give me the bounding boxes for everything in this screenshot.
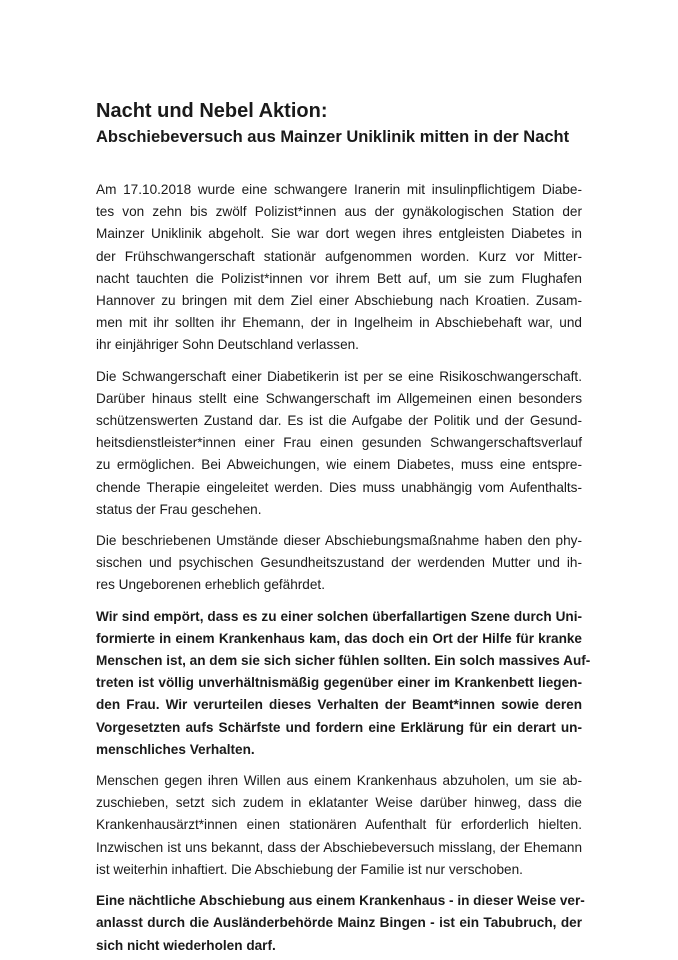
paragraph-risk-pregnancy: [96, 366, 582, 521]
text-line: menschliches Verhalten.: [96, 741, 255, 757]
text-line: sich nicht wiederholen darf.: [96, 937, 276, 953]
text-line: formierte in einem Krankenhaus kam, das doch ein Ort der Hilfe für kranke: [96, 630, 582, 646]
paragraph-incident: [96, 179, 582, 357]
paragraph-circumstances: [96, 530, 582, 597]
text-line: schützenswerten Zustand dar. Es ist die Aufgabe der Politik und der Gesund-: [96, 413, 582, 429]
text-line: Menschen ist, an dem sie sich sicher fühlen sollten. Ein solch massives Auf-: [96, 653, 591, 669]
text-line: treten ist völlig unverhältnismäßig gegenüber einer im Krankenbett liegen-: [96, 675, 582, 691]
document-page: [96, 98, 591, 957]
text-line: nacht tauchten die Polizist*innen vor ihrem Bett auf, um sie zum Flughafen: [96, 270, 582, 286]
paragraph-conclusion: [96, 890, 585, 957]
text-line: anlasst durch die Ausländerbehörde Mainz Bingen - ist ein Tabubruch, der: [96, 915, 582, 931]
text-line: chende Therapie eingeleitet werden. Dies muss unabhängig vom Aufenthalts-: [96, 479, 582, 495]
text-line: Die beschriebenen Umstände dieser Abschiebungsmaßnahme haben den phy-: [96, 533, 582, 549]
text-line: Die Schwangerschaft einer Diabetikerin ist per se eine Risikoschwangerschaft.: [96, 368, 582, 384]
text-line: Krankenhausärzt*innen einen stationären Aufenthalt für erforderlich hielten.: [96, 817, 582, 833]
text-line: den Frau. Wir verurteilen dieses Verhalten der Beamt*innen sowie deren: [96, 697, 582, 713]
text-line: Hannover zu bringen mit dem Ziel einer Abschiebung nach Kroatien. Zusam-: [96, 293, 582, 309]
text-line: zuschieben, setzt sich zudem in eklatanter Weise darüber hinweg, dass die: [96, 795, 582, 811]
text-line: ist weiterhin inhaftiert. Die Abschiebung der Familie ist nur verschoben.: [96, 861, 523, 877]
text-line: tes von zehn bis zwölf Polizist*innen aus der gynäkologischen Station der: [96, 204, 582, 220]
text-line: status der Frau geschehen.: [96, 501, 262, 517]
text-line: Menschen gegen ihren Willen aus einem Krankenhaus abzuholen, um sie ab-: [96, 773, 582, 789]
paragraph-outrage: [96, 606, 591, 761]
paragraph-hospital-removal: [96, 770, 582, 881]
text-line: Vorgesetzten aufs Schärfste und fordern eine Erklärung für ein derart un-: [96, 719, 582, 735]
text-line: Am 17.10.2018 wurde eine schwangere Iranerin mit insulinpflichtigem Diabe-: [96, 182, 582, 197]
page-subtitle: Abschiebeversuch aus Mainzer Uniklinik mitten in der Nacht: [96, 128, 570, 146]
text-line: men mit ihr sollten ihr Ehemann, der in Ingelheim in Abschiebehaft war, und: [96, 315, 582, 331]
text-line: Darüber hinaus stellt eine Schwangerschaft im Allgemeinen einen besonders: [96, 390, 582, 406]
text-line: zu ermöglichen. Bei Abweichungen, wie einem Diabetes, muss eine entspre-: [96, 457, 582, 473]
text-line: Mainzer Uniklinik abgeholt. Sie war dort wegen ihres entgleisten Diabetes in: [96, 226, 582, 242]
text-line: der Frühschwangerschaft stationär aufgenommen worden. Kurz vor Mitter-: [96, 248, 582, 264]
text-line: Eine nächtliche Abschiebung aus einem Krankenhaus - in dieser Weise ver-: [96, 893, 585, 909]
text-line: Wir sind empört, dass es zu einer solchen überfallartigen Szene durch Uni-: [96, 608, 582, 624]
text-line: res Ungeborenen erheblich gefährdet.: [96, 577, 325, 593]
text-line: ihr einjähriger Sohn Deutschland verlassen.: [96, 337, 359, 353]
text-line: heitsdienstleister*innen einer Frau einen gesunden Schwangerschaftsverlauf: [96, 435, 582, 451]
page-title: Nacht und Nebel Aktion:: [96, 100, 328, 122]
text-line: Inzwischen ist uns bekannt, dass der Abschiebeversuch misslang, der Ehemann: [96, 839, 582, 855]
text-line: sischen und psychischen Gesundheitszustand der werdenden Mutter und ih-: [96, 555, 582, 571]
